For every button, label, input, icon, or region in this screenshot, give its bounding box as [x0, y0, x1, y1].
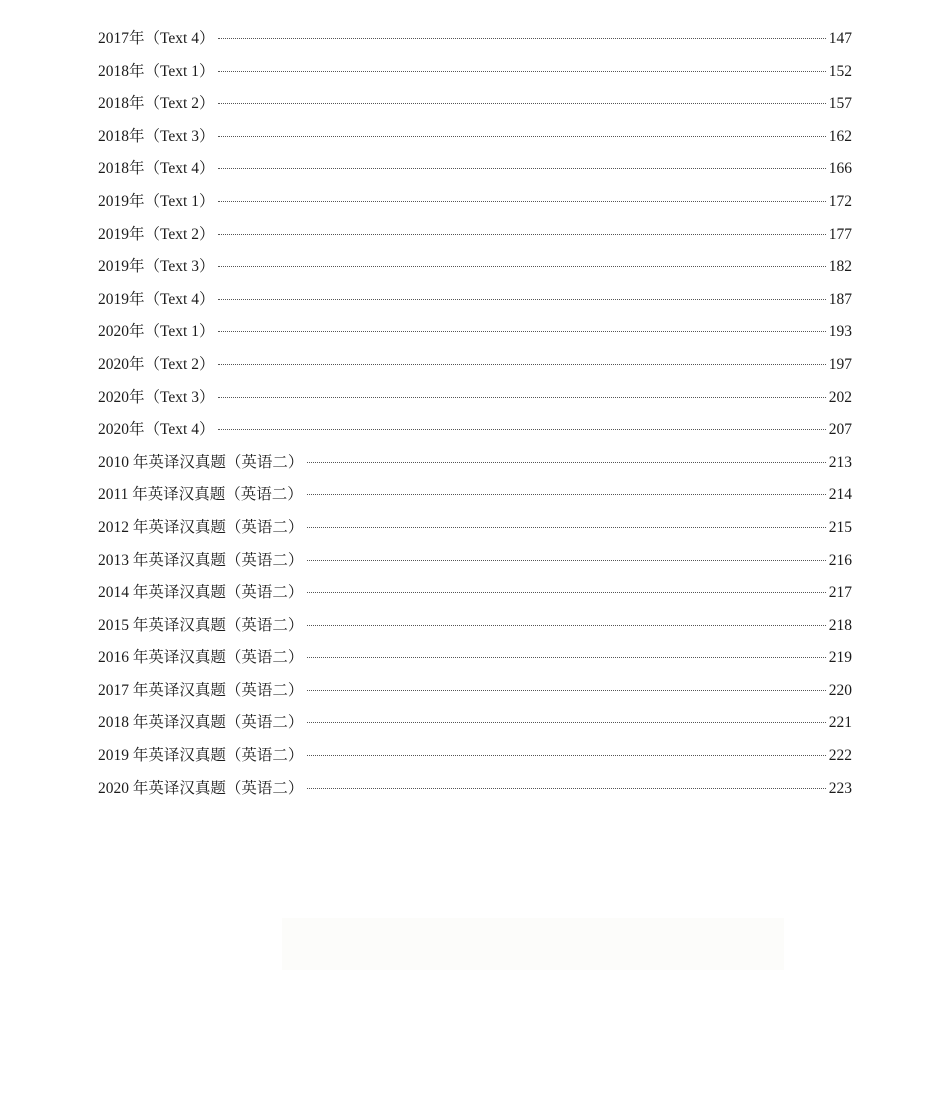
toc-entry[interactable] [98, 284, 852, 317]
dot-leader [218, 330, 825, 332]
toc-entry[interactable] [98, 153, 852, 186]
toc-entry-title: 2020年（Text 4） [98, 421, 215, 439]
toc-page-number: 193 [828, 323, 852, 341]
toc-entry[interactable] [98, 349, 852, 382]
toc-page-number: 187 [828, 290, 852, 308]
dot-leader [307, 754, 825, 756]
toc-page-number: 182 [828, 258, 852, 276]
toc-page-number: 147 [828, 30, 852, 47]
toc-entry[interactable] [98, 382, 852, 415]
toc-entry-title: 2018年（Text 2） [98, 95, 215, 113]
toc-page-number: 166 [828, 160, 852, 178]
toc-page-number: 162 [828, 127, 852, 145]
toc-entry[interactable] [98, 740, 852, 773]
toc-page-number: 219 [828, 649, 852, 667]
dot-leader [307, 624, 825, 626]
dot-leader [218, 363, 825, 365]
toc-entry-title: 2019年（Text 1） [98, 192, 215, 210]
toc-page-number: 220 [828, 681, 852, 699]
toc-entry-title: 2013 年英译汉真题（英语二） [98, 551, 304, 569]
toc-page-number: 172 [828, 192, 852, 210]
dot-leader [218, 102, 825, 104]
toc-entry-title: 2010 年英译汉真题（英语二） [98, 453, 304, 471]
toc-entry-title: 2020 年英译汉真题（英语二） [98, 779, 304, 797]
dot-leader [218, 135, 825, 137]
toc-entry[interactable] [98, 773, 852, 806]
toc-page-number: 214 [828, 486, 852, 504]
toc-page-number: 202 [828, 388, 852, 406]
dot-leader [218, 428, 825, 430]
toc-page-number: 215 [828, 518, 852, 536]
toc-entry[interactable] [98, 56, 852, 89]
toc-entry-title: 2020年（Text 1） [98, 323, 215, 341]
toc-entry-title: 2018年（Text 3） [98, 127, 215, 145]
toc-page-number: 152 [828, 62, 852, 80]
dot-leader [218, 298, 825, 300]
toc-entry[interactable] [98, 577, 852, 610]
toc-entry-title: 2017 年英译汉真题（英语二） [98, 681, 304, 699]
toc-page-number: 197 [828, 355, 852, 373]
toc-entry[interactable] [98, 675, 852, 708]
toc-entry-title: 2019年（Text 3） [98, 258, 215, 276]
toc-entry-title: 2017年（Text 4） [98, 30, 215, 47]
toc-entry-title: 2019年（Text 2） [98, 225, 215, 243]
table-of-contents [98, 23, 852, 805]
dot-leader [307, 787, 825, 789]
toc-entry-title: 2015 年英译汉真题（英语二） [98, 616, 304, 634]
dot-leader [307, 461, 825, 463]
dot-leader [218, 265, 825, 267]
toc-entry[interactable] [98, 610, 852, 643]
toc-entry-title: 2018年（Text 4） [98, 160, 215, 178]
toc-page-number: 177 [828, 225, 852, 243]
toc-entry[interactable] [98, 88, 852, 121]
toc-entry[interactable] [98, 316, 852, 349]
toc-entry[interactable] [98, 479, 852, 512]
dot-leader [307, 689, 825, 691]
toc-entry[interactable] [98, 545, 852, 578]
dot-leader [307, 559, 825, 561]
dot-leader [307, 591, 825, 593]
toc-entry[interactable] [98, 414, 852, 447]
toc-entry[interactable] [98, 251, 852, 284]
dot-leader [218, 233, 825, 235]
toc-entry[interactable] [98, 23, 852, 56]
toc-entry[interactable] [98, 121, 852, 154]
toc-entry-title: 2018年（Text 1） [98, 62, 215, 80]
dot-leader [307, 526, 825, 528]
dot-leader [307, 656, 825, 658]
toc-page-number: 218 [828, 616, 852, 634]
toc-entry-title: 2020年（Text 2） [98, 355, 215, 373]
toc-page-number: 207 [828, 421, 852, 439]
toc-page-number: 213 [828, 453, 852, 471]
toc-entry[interactable] [98, 512, 852, 545]
dot-leader [218, 167, 825, 169]
toc-entry-title: 2011 年英译汉真题（英语二） [98, 486, 303, 504]
toc-entry[interactable] [98, 447, 852, 480]
dot-leader [307, 721, 825, 723]
dot-leader [218, 70, 825, 72]
toc-page-number: 157 [828, 95, 852, 113]
toc-page-number: 222 [828, 747, 852, 765]
toc-entry[interactable] [98, 707, 852, 740]
toc-page-number: 223 [828, 779, 852, 797]
toc-entry[interactable] [98, 186, 852, 219]
toc-page-number: 216 [828, 551, 852, 569]
toc-entry-title: 2018 年英译汉真题（英语二） [98, 714, 304, 732]
toc-entry-title: 2016 年英译汉真题（英语二） [98, 649, 304, 667]
toc-entry-title: 2019 年英译汉真题（英语二） [98, 747, 304, 765]
dot-leader [218, 37, 825, 39]
toc-page-number: 217 [828, 584, 852, 602]
toc-entry-title: 2020年（Text 3） [98, 388, 215, 406]
dot-leader [307, 493, 826, 495]
dot-leader [218, 200, 825, 202]
toc-entry[interactable] [98, 642, 852, 675]
toc-entry-title: 2012 年英译汉真题（英语二） [98, 518, 304, 536]
faint-background-band [282, 918, 784, 970]
toc-page-number: 221 [828, 714, 852, 732]
dot-leader [218, 396, 825, 398]
toc-entry-title: 2019年（Text 4） [98, 290, 215, 308]
toc-entry-title: 2014 年英译汉真题（英语二） [98, 584, 304, 602]
toc-entry[interactable] [98, 219, 852, 252]
